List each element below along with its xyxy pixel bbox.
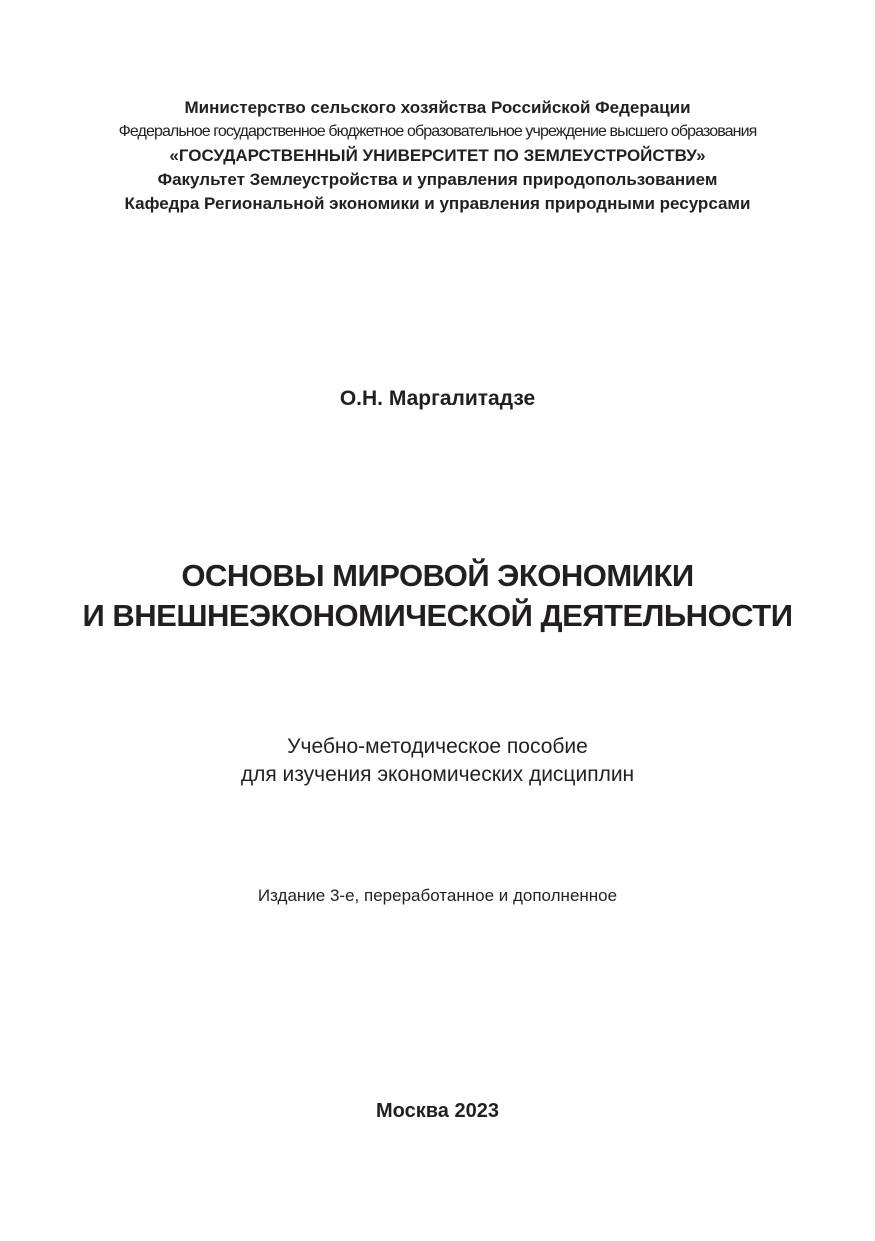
department-name: Кафедра Региональной экономики и управления природными ресурсами — [124, 194, 751, 213]
institution-header — [0, 96, 875, 216]
book-title — [0, 556, 875, 636]
city-year: Москва 2023 — [376, 1100, 499, 1122]
book-subtitle — [0, 733, 875, 789]
book-subtitle-line-2: для изучения экономических дисциплин — [240, 763, 635, 786]
edition-note: Издание 3-е, переработанное и дополненное — [257, 886, 618, 905]
university-name: «ГОСУДАРСТВЕННЫЙ УНИВЕРСИТЕТ ПО ЗЕМЛЕУСТРОЙСТВУ» — [169, 146, 706, 165]
ministry-name: Министерство сельского хозяйства Российской Федерации — [184, 98, 691, 117]
faculty-name: Факультет Землеустройства и управления природопользованием — [157, 170, 718, 189]
author-name: О.Н. Маргалитадзе — [339, 387, 536, 410]
book-title-line-2: И ВНЕШНЕЭКОНОМИЧЕСКОЙ ДЕЯТЕЛЬНОСТИ — [82, 598, 793, 633]
book-subtitle-line-1: Учебно-методическое пособие — [287, 735, 588, 758]
institution-type: Федеральное государственное бюджетное образовательное учреждение высшего образования — [118, 123, 757, 140]
book-title-line-1: ОСНОВЫ МИРОВОЙ ЭКОНОМИКИ — [181, 558, 694, 593]
